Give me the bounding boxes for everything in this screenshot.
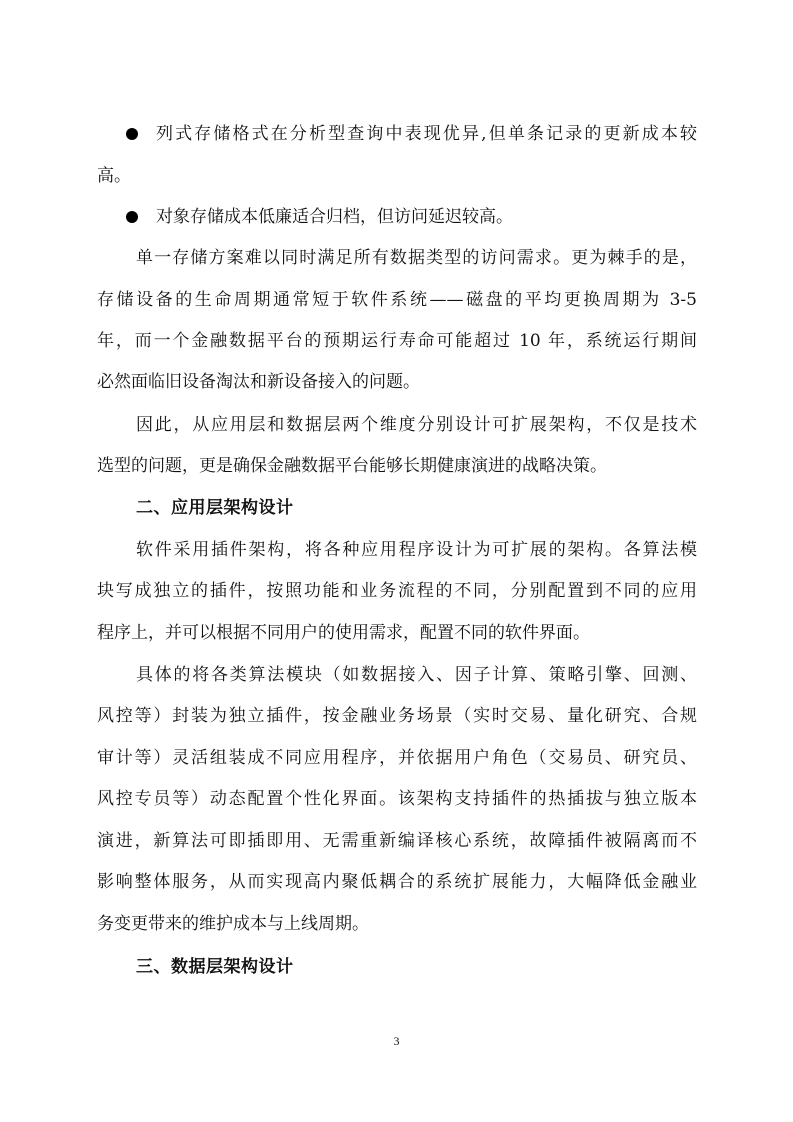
paragraph-line: 因此，从应用层和数据层两个维度分别设计可扩展架构，不仅是技术 — [136, 415, 697, 435]
paragraph-line: 风控专员等）动态配置个性化界面。该架构支持插件的热插拔与独立版本 — [97, 789, 697, 809]
page-number: 3 — [393, 1034, 400, 1048]
paragraph-line: 软件采用插件架构，将各种应用程序设计为可扩展的架构。各算法模 — [136, 540, 697, 560]
paragraph-line: 必然面临旧设备淘汰和新设备接入的问题。 — [97, 372, 420, 392]
bullet-item-text: 列式存储格式在分析型查询中表现优异,但单条记录的更新成本较 — [156, 124, 697, 144]
bullet-icon — [126, 211, 138, 223]
paragraph-line: 演进，新算法可即插即用、无需重新编译核心系统，故障插件被隔离而不 — [97, 831, 697, 851]
paragraph-line: 风控等）封装为独立插件，按金融业务场景（实时交易、量化研究、合规 — [97, 706, 697, 726]
bullet-icon — [126, 128, 138, 140]
paragraph-line: 影响整体服务，从而实现高内聚低耦合的系统扩展能力，大幅降低金融业 — [97, 872, 697, 892]
bullet-item-text: 高。 — [97, 166, 131, 186]
section-heading: 二、应用层架构设计 — [136, 498, 294, 518]
paragraph-line: 审计等）灵活组装成不同应用程序，并依据用户角色（交易员、研究员、 — [97, 748, 697, 768]
paragraph-line: 年，而一个金融数据平台的预期运行寿命可能超过 10 年，系统运行期间 — [97, 331, 697, 351]
paragraph-line: 选型的问题，更是确保金融数据平台能够长期健康演进的战略决策。 — [97, 456, 607, 476]
paragraph-line: 务变更带来的维护成本与上线周期。 — [97, 914, 369, 934]
paragraph-line: 具体的将各类算法模块（如数据接入、因子计算、策略引擎、回测、 — [136, 665, 697, 685]
paragraph-line: 单一存储方案难以同时满足所有数据类型的访问需求。更为棘手的是， — [136, 248, 697, 268]
paragraph-line: 存储设备的生命周期通常短于软件系统——磁盘的平均更换周期为 3-5 — [97, 290, 697, 310]
section-heading: 三、数据层架构设计 — [136, 957, 294, 977]
bullet-item-text: 对象存储成本低廉适合归档，但访问延迟较高。 — [156, 207, 513, 227]
paragraph-line: 程序上，并可以根据不同用户的使用需求，配置不同的软件界面。 — [97, 623, 590, 643]
paragraph-line: 块写成独立的插件，按照功能和业务流程的不同，分别配置到不同的应用 — [97, 581, 697, 601]
